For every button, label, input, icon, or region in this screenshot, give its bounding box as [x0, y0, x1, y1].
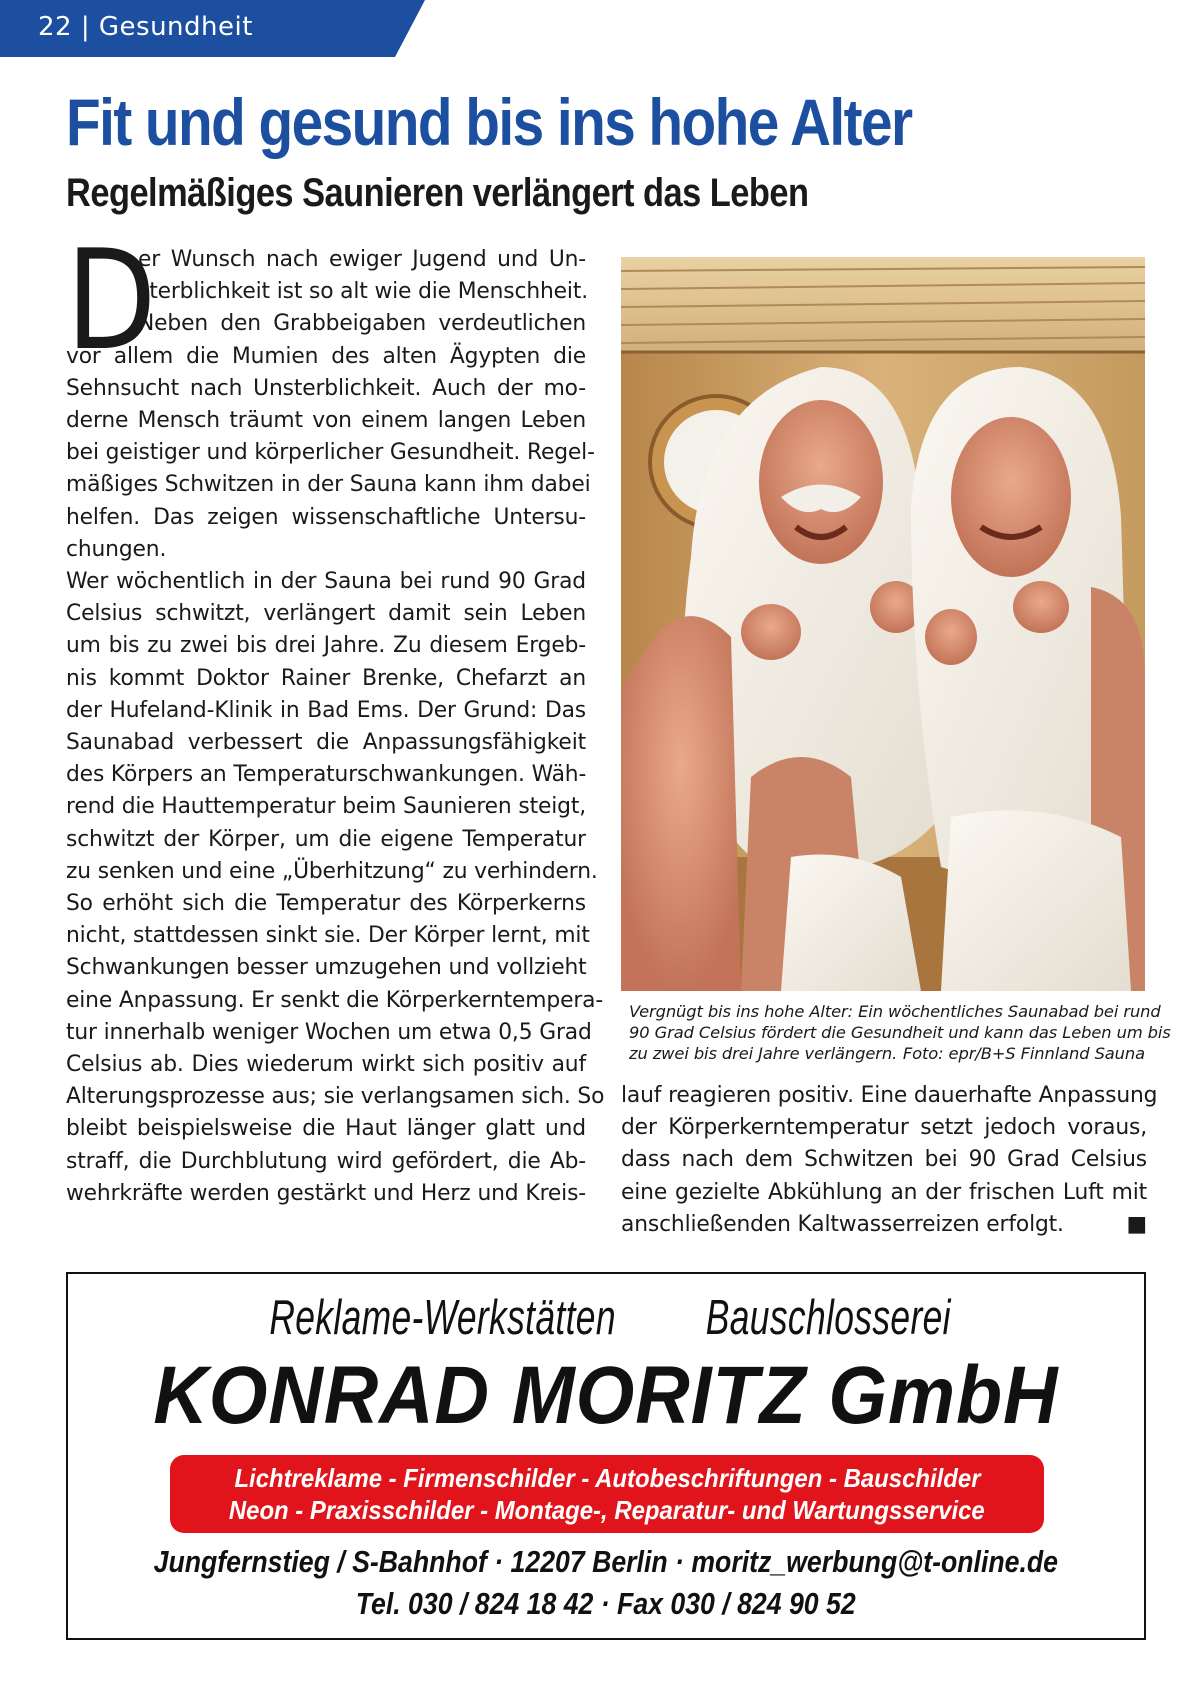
ad-tagline [68, 1288, 1144, 1348]
services-text-2: Neon - Praxisschilder - Montage-, Reparatur- und Wartungsservice [229, 1495, 985, 1525]
services-line-1 [170, 1462, 1044, 1494]
text-line: Schwankungen besser umzugehen und vollzieht [66, 955, 587, 981]
text-line: Neben den Grabbeigaben verdeutlichen [138, 311, 586, 337]
text-line: nis kommt Doktor Rainer Brenke, Chefarzt an [66, 665, 586, 691]
text-line: Celsius schwitzt, verlängert damit sein Leben [66, 601, 586, 627]
left-column-text [66, 244, 605, 1210]
text-line: bei geistiger und körperlicher Gesundheit. Regel- [66, 440, 595, 466]
text-line: des Körpers an Temperaturschwankungen. Wäh- [66, 762, 587, 788]
caption-last-line [629, 1043, 1145, 1064]
text-line: zu senken und eine „Überhitzung“ zu verhindern. [66, 858, 598, 884]
caption-line: Vergnügt bis ins hohe Alter: Ein wöchentliches Saunabad bei rund [629, 1002, 1161, 1021]
text-line: mäßiges Schwitzen in der Sauna kann ihm dabei [66, 472, 591, 498]
text-line: tur innerhalb weniger Wochen um etwa 0,5 Grad [66, 1019, 592, 1045]
text-line: er Wunsch nach ewiger Jugend und Un- [138, 247, 586, 272]
ad-contact [68, 1584, 1144, 1624]
text-line: vor allem die Mumien des alten Ägypten die [66, 343, 586, 369]
text-line: Saunabad verbessert die Anpassungsfähigkeit [66, 730, 586, 756]
advertisement [66, 1272, 1146, 1640]
photo-credit: Foto: epr/B+S Finnland Sauna [902, 1044, 1145, 1063]
phone-fax-text: Tel. 030 / 824 18 42 · Fax 030 / 824 90 52 [355, 1586, 856, 1621]
text-line: chungen. [66, 536, 167, 562]
ceiling-boards [621, 257, 1145, 352]
left-column [66, 220, 605, 1210]
text-line: schwitzt der Körper, um die eigene Temperatur [66, 826, 586, 852]
text-line: Celsius ab. Dies wiederum wirkt sich positiv auf [66, 1052, 586, 1078]
address-text: Jungfernstieg / S-Bahnhof · 12207 Berlin · moritz_werbung@t-online.de [153, 1544, 1059, 1579]
text-line: derne Mensch träumt von einem langen Leben [66, 408, 586, 434]
services-line-2 [170, 1494, 1044, 1526]
ad-tagline-left: Reklame-Werkstätten [269, 1291, 617, 1345]
right-column-text [621, 1080, 1158, 1241]
tab-divider: | [72, 12, 99, 42]
text-line: helfen. Das zeigen wissenschaftliche Untersu- [66, 504, 586, 530]
ad-tagline-right: Bauschlosserei [706, 1291, 952, 1345]
text-line: Sehnsucht nach Unsterblichkeit. Auch der mo- [66, 375, 586, 401]
ad-services-box [170, 1455, 1044, 1533]
text-line: um bis zu zwei bis drei Jahre. Zu diesem Ergeb- [66, 633, 586, 659]
ad-company-name [68, 1348, 1144, 1444]
article-title: Fit und gesund bis ins hohe Alter [66, 85, 912, 159]
text-line: Alterungsprozesse aus; sie verlangsamen sich. So [66, 1084, 605, 1110]
right-column [621, 1080, 1158, 1241]
caption-line: zu zwei bis drei Jahre verlängern. [629, 1044, 898, 1063]
company-name: KONRAD MORITZ GmbH [153, 1350, 1059, 1441]
text-line: anschließenden Kaltwasserreizen erfolgt. [621, 1211, 1064, 1237]
end-mark: ■ [1126, 1211, 1147, 1237]
text-line: eine Anpassung. Er senkt die Körperkerntempera- [66, 987, 604, 1013]
section-tab-label [38, 12, 253, 42]
last-line [621, 1209, 1147, 1241]
section-tab [0, 0, 425, 57]
text-line: der Körperkerntemperatur setzt jedoch voraus, [621, 1115, 1147, 1141]
services-text-1: Lichtreklame - Firmenschilder - Autobeschriftungen - Bauschilder [233, 1463, 981, 1493]
text-line: eine gezielte Abkühlung an der frischen Luft mit [621, 1179, 1147, 1205]
ad-address [68, 1542, 1144, 1582]
text-line: Wer wöchentlich in der Sauna bei rund 90 Grad [66, 569, 586, 595]
text-line: straff, die Durchblutung wird gefördert, die Ab- [66, 1148, 586, 1174]
sauna-photo [621, 257, 1145, 991]
text-line: lauf reagieren positiv. Eine dauerhafte Anpassung [621, 1083, 1158, 1108]
sauna-photo-illustration [621, 257, 1145, 991]
text-line: nicht, stattdessen sinkt sie. Der Körper lernt, mit [66, 923, 590, 949]
photo-caption [629, 1001, 1171, 1064]
text-line: wehrkräfte werden gestärkt und Herz und Kreis- [66, 1180, 586, 1206]
text-line: der Hufeland-Klinik in Bad Ems. Der Grund: Das [66, 697, 586, 723]
text-line: dass nach dem Schwitzen bei 90 Grad Celsius [621, 1147, 1147, 1173]
section-name: Gesundheit [98, 12, 253, 42]
text-line: rend die Hauttemperatur beim Saunieren steigt, [66, 794, 586, 820]
caption-line: 90 Grad Celsius fördert die Gesundheit und kann das Leben um bis [629, 1023, 1171, 1042]
page-number: 22 [38, 12, 73, 42]
article-subtitle: Regelmäßiges Saunieren verlängert das Leben [66, 171, 809, 215]
text-line: sterblichkeit ist so alt wie die Menschheit. [138, 279, 588, 305]
drop-cap: D [66, 220, 157, 381]
text-line: bleibt beispielsweise die Haut länger glatt und [66, 1116, 586, 1142]
text-line: So erhöht sich die Temperatur des Körperkerns [66, 891, 586, 917]
